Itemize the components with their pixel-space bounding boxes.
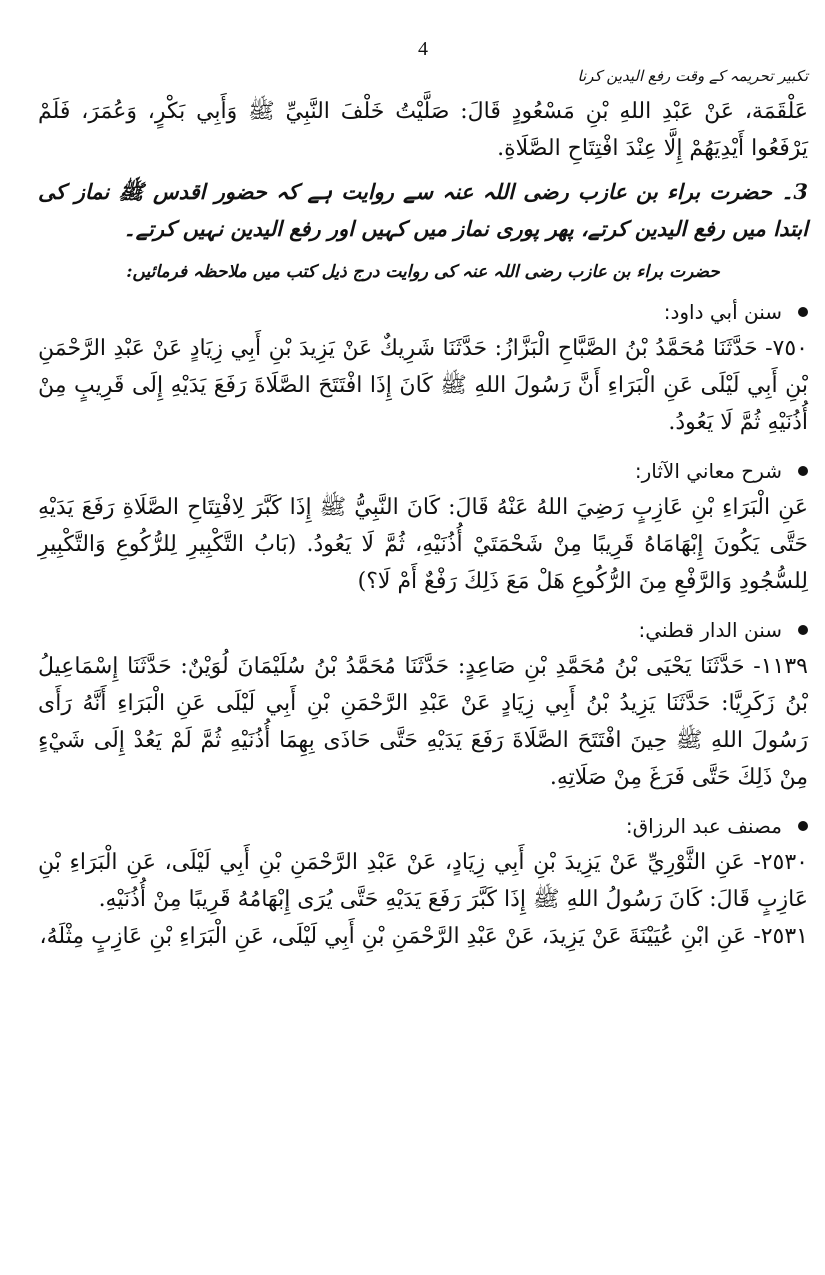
source-heading [38, 459, 808, 483]
source-title: مصنف عبد الرزاق: [625, 814, 782, 838]
source-heading [38, 300, 808, 324]
bullet-icon [798, 625, 808, 635]
hadith-text-2: ٢٥٣١- عَنِ ابْنِ عُيَيْنَةَ عَنْ يَزِيدَ، عَنْ عَبْدِ الرَّحْمَنِ بْنِ أَبِي لَيْلَى، عَنِ الْبَرَاءِ بْنِ عَازِبٍ مِثْلَهُ، [39, 924, 808, 949]
bullet-icon [798, 307, 808, 317]
point-3-urdu: 3۔ حضرت براء بن عازب رضی اللہ عنہ سے روایت ہے کہ حضور اقدس ﷺ نماز کی ابتدا میں رفع الیدین کرتے، پھر پوری نماز میں کہیں اور رفع الیدین نہیں کرتے۔ [38, 179, 808, 241]
source-heading [38, 814, 808, 838]
source-musannaf-abd-al-razzaq [38, 814, 808, 955]
source-daraqutni [38, 618, 808, 796]
intro-hadith: عَلْقَمَة، عَنْ عَبْدِ اللهِ بْنِ مَسْعُودٍ قَالَ: صَلَّيْتُ خَلْفَ النَّبِيِّ ﷺ وَأَبِي بَكْرٍ، وَعُمَرَ، فَلَمْ يَرْفَعُوا أَيْدِيَهُمْ إِلَّا عِنْدَ افْتِتَاحِ الصَّلَاةِ. [38, 99, 808, 161]
source-abu-dawud [38, 300, 808, 441]
source-sharh-maani-al-athar [38, 459, 808, 600]
hadith-text: ٧٥٠- حَدَّثَنَا مُحَمَّدُ بْنُ الصَّبَّاحِ الْبَزَّازُ: حَدَّثَنَا شَرِيكٌ عَنْ يَزِيدَ بْنِ أَبِي زِيَادٍ عَنْ عَبْدِ الرَّحْمَنِ بْنِ أَبِي لَيْلَى عَنِ الْبَرَاءِ أَنَّ رَسُولَ اللهِ ﷺ كَانَ إِذَا افْتَتَحَ الصَّلَاةَ رَفَعَ يَدَيْهِ إِلَى قَرِيبٍ مِنْ أُذُنَيْهِ ثُمَّ لَا يَعُودُ. [38, 336, 808, 435]
hadith-text: ٢٥٣٠- عَنِ الثَّوْرِيِّ عَنْ يَزِيدَ بْنِ أَبِي زِيَادٍ، عَنْ عَبْدِ الرَّحْمَنِ بْنِ أَبِي لَيْلَى، عَنِ الْبَرَاءِ بْنِ عَازِبٍ قَالَ: كَانَ رَسُولُ اللهِ ﷺ إِذَا كَبَّرَ رَفَعَ يَدَيْهِ حَتَّى يُرَى إِبْهَامُهُ قَرِيبًا مِنْ أُذُنَيْهِ. [38, 850, 808, 912]
source-title: شرح معاني الآثار: [634, 459, 782, 483]
source-heading [38, 618, 808, 642]
sources-note: حضرت براء بن عازب رضی اللہ عنہ کی روایت درج ذیل کتب میں ملاحظہ فرمائیں: [126, 262, 720, 282]
hadith-text: ١١٣٩- حَدَّثَنَا يَحْيَى بْنُ مُحَمَّدِ بْنِ صَاعِدٍ: حَدَّثَنَا مُحَمَّدُ بْنُ سُلَيْمَانَ لُوَيْنٌ: حَدَّثَنَا إِسْمَاعِيلُ بْنُ زَكَرِيَّا: حَدَّثَنَا يَزِيدُ بْنُ أَبِي زِيَادٍ عَنْ عَبْدِ الرَّحْمَنِ بْنِ أَبِي لَيْلَى عَنِ الْبَرَاءِ أَنَّهُ رَأَى رَسُولَ اللهِ ﷺ حِينَ افْتَتَحَ الصَّلَاةَ رَفَعَ يَدَيْهِ حَتَّى حَاذَى بِهِمَا أُذُنَيْهِ ثُمَّ لَمْ يَعُدْ إِلَى شَيْءٍ مِنْ ذَلِكَ حَتَّى فَرَغَ مِنْ صَلَاتِهِ. [38, 654, 808, 790]
bullet-icon [798, 466, 808, 476]
hadith-text: عَنِ الْبَرَاءِ بْنِ عَازِبٍ رَضِيَ اللهُ عَنْهُ قَالَ: كَانَ النَّبِيُّ ﷺ إِذَا كَبَّرَ لِافْتِتَاحِ الصَّلَاةِ رَفَعَ يَدَيْهِ حَتَّى يَكُونَ إِبْهَامَاهُ قَرِيبًا مِنْ شَحْمَتَيْ أُذُنَيْهِ، ثُمَّ لَا يَعُودُ. (بَابُ التَّكْبِيرِ لِلرُّكُوعِ وَالتَّكْبِيرِ لِلسُّجُودِ وَالرَّفْعِ مِنَ الرُّكُوعِ هَلْ مَعَ ذَلِكَ رَفْعٌ أَمْ لَا؟) [38, 495, 808, 594]
source-title: سنن الدار قطني: [638, 618, 782, 642]
source-title: سنن أبي داود: [663, 300, 782, 324]
page-number: 4 [418, 38, 428, 60]
bullet-icon [798, 821, 808, 831]
running-header: تکبیر تحریمہ کے وقت رفع الیدین کرنا [577, 67, 808, 85]
document-page [38, 38, 808, 1248]
